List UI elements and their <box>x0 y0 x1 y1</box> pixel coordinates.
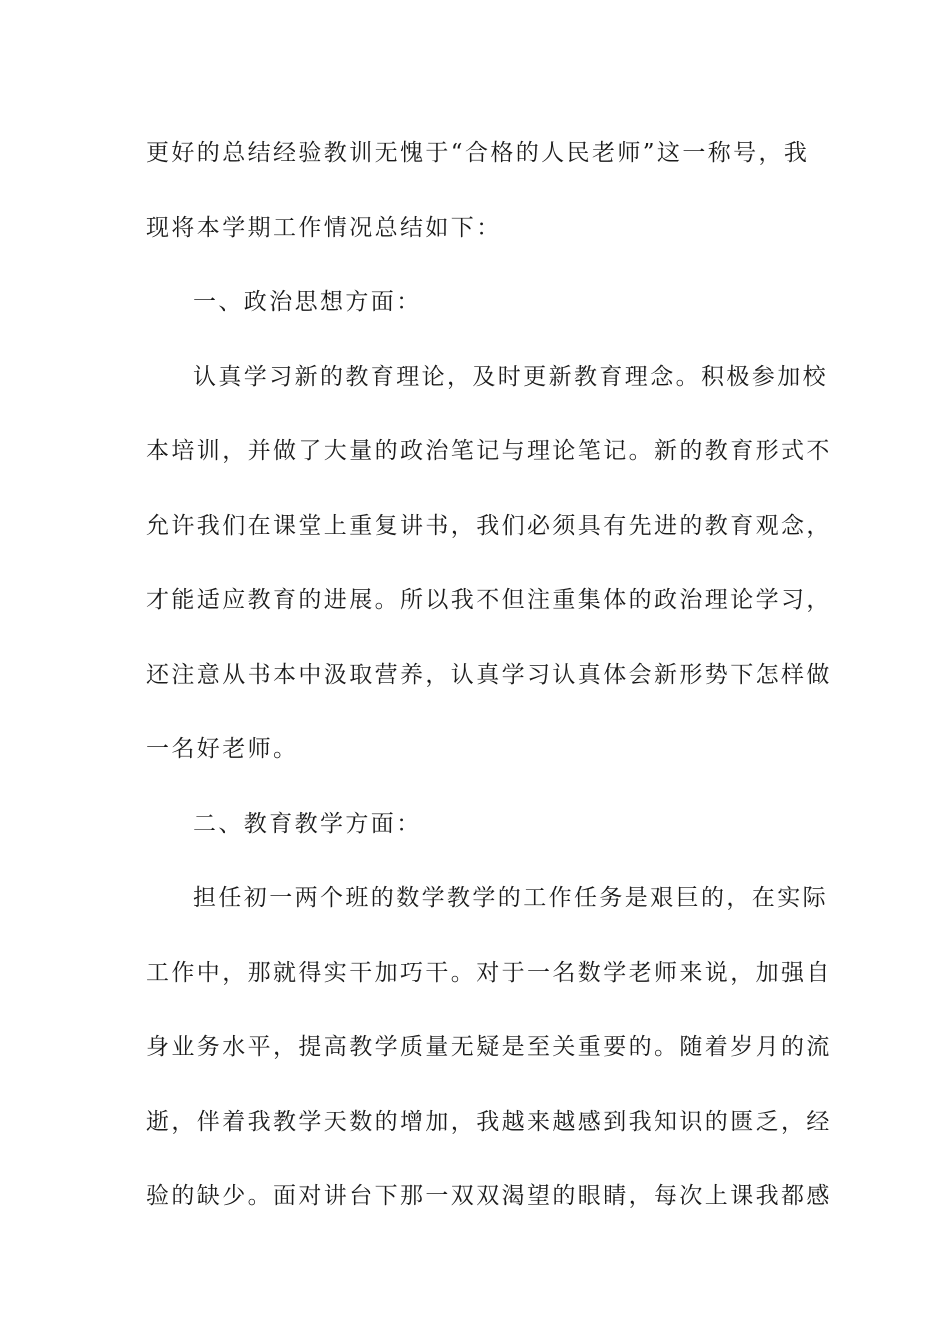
text-line: 更好的总结经验教训无愧于“合格的人民老师”这一称号，我 <box>146 140 810 166</box>
document-body <box>146 130 832 1248</box>
text-line: 验的缺少。面对讲台下那一双双渴望的眼睛，每次上课我都感 <box>146 1183 832 1209</box>
paragraph-first-line: 认真学习新的教育理论，及时更新教育理念。积极参加校 <box>193 363 828 390</box>
text-line: 身业务水平，提高教学质量无疑是至关重要的。随着岁月的流 <box>146 1034 832 1060</box>
section-heading: 二、教育教学方面： <box>193 810 422 837</box>
section-heading: 一、政治思想方面： <box>193 289 422 315</box>
text-line: 本培训，并做了大量的政治笔记与理论笔记。新的教育形式不 <box>146 438 832 464</box>
text-line: 还注意从书本中汲取营养，认真学习认真体会新形势下怎样做 <box>146 661 832 688</box>
text-line: 逝，伴着我教学天数的增加，我越来越感到我知识的匮乏，经 <box>146 1108 832 1135</box>
text-line: 一名好老师。 <box>146 736 299 762</box>
text-line: 工作中，那就得实干加巧干。对于一名数学老师来说，加强自 <box>146 959 832 986</box>
text-line: 现将本学期工作情况总结如下： <box>146 214 502 241</box>
text-line: 才能适应教育的进展。所以我不但注重集体的政治理论学习， <box>146 587 832 613</box>
paragraph-first-line: 担任初一两个班的数学教学的工作任务是艰巨的，在实际 <box>193 885 828 911</box>
text-line: 允许我们在课堂上重复讲书，我们必须具有先进的教育观念， <box>146 512 832 539</box>
